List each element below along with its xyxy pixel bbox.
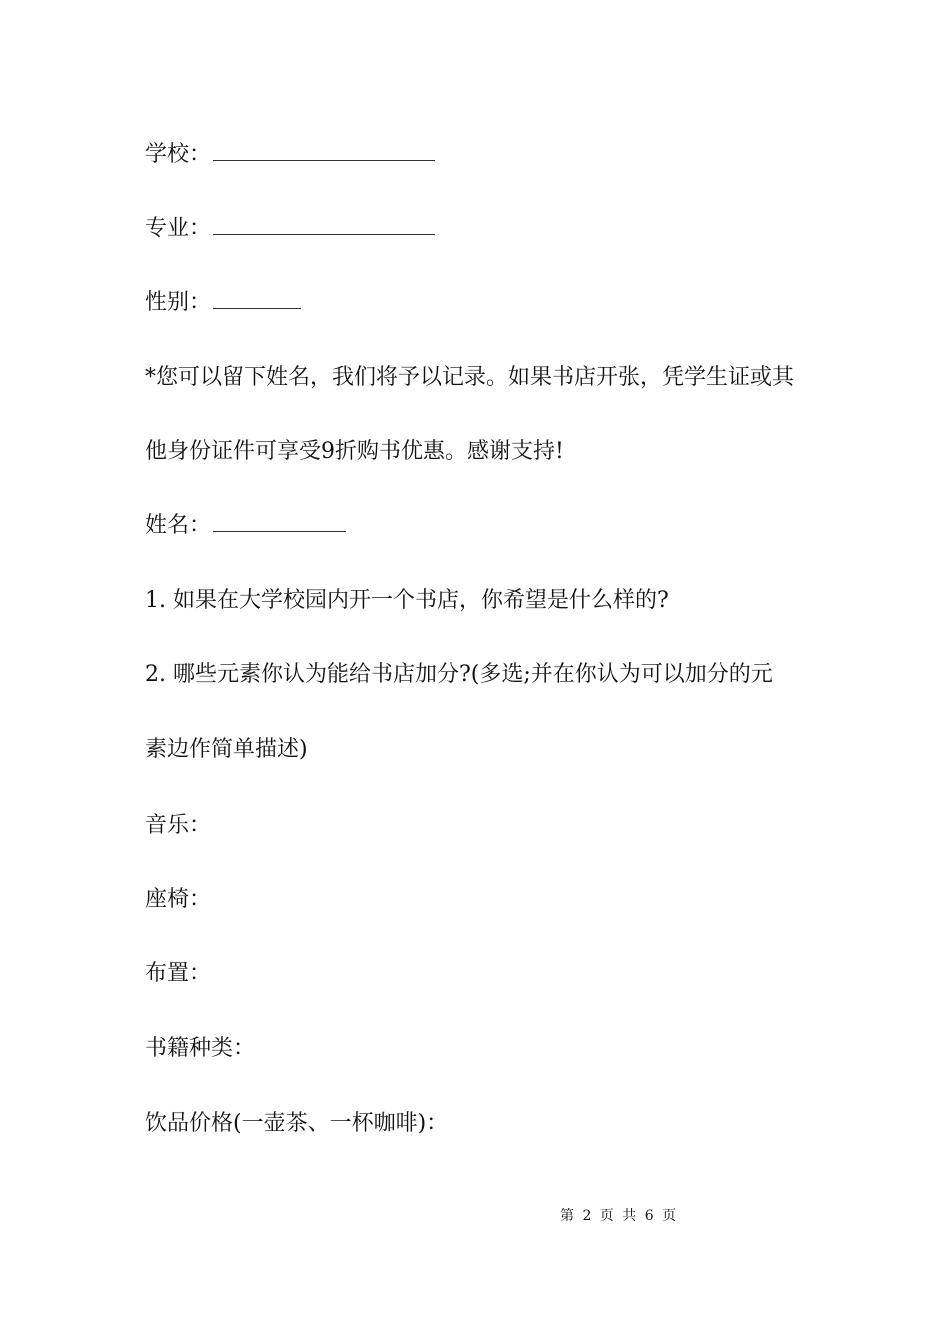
gender-row — [145, 288, 301, 318]
question-2-line-2: 素边作简单描述) — [145, 737, 308, 762]
question-2-line-1: 2. 哪些元素你认为能给书店加分?(多选;并在你认为可以加分的元 — [145, 662, 773, 687]
major-row — [145, 214, 435, 244]
element-seats: 座椅： — [145, 887, 212, 912]
major-blank — [213, 218, 435, 235]
page-footer: 第 2 页 共 6 页 — [560, 1208, 679, 1224]
gender-label: 性别： — [145, 290, 212, 315]
note-line-1: *您可以留下姓名，我们将予以记录。如果书店开张，凭学生证或其 — [145, 365, 795, 390]
name-blank — [213, 515, 346, 532]
school-row — [145, 140, 435, 170]
school-blank — [213, 144, 435, 161]
element-music: 音乐： — [145, 813, 212, 838]
note-line-2: 他身份证件可享受9折购书优惠。感谢支持! — [145, 439, 564, 464]
element-drink-price: 饮品价格(一壶茶、一杯咖啡)： — [145, 1111, 449, 1136]
name-label: 姓名： — [145, 513, 212, 538]
major-label: 专业： — [145, 216, 212, 241]
school-label: 学校： — [145, 142, 212, 167]
gender-blank — [213, 292, 301, 309]
question-1: 1. 如果在大学校园内开一个书店，你希望是什么样的? — [145, 588, 669, 613]
element-layout: 布置： — [145, 961, 212, 986]
name-row — [145, 511, 346, 541]
element-book-types: 书籍种类： — [145, 1036, 256, 1061]
